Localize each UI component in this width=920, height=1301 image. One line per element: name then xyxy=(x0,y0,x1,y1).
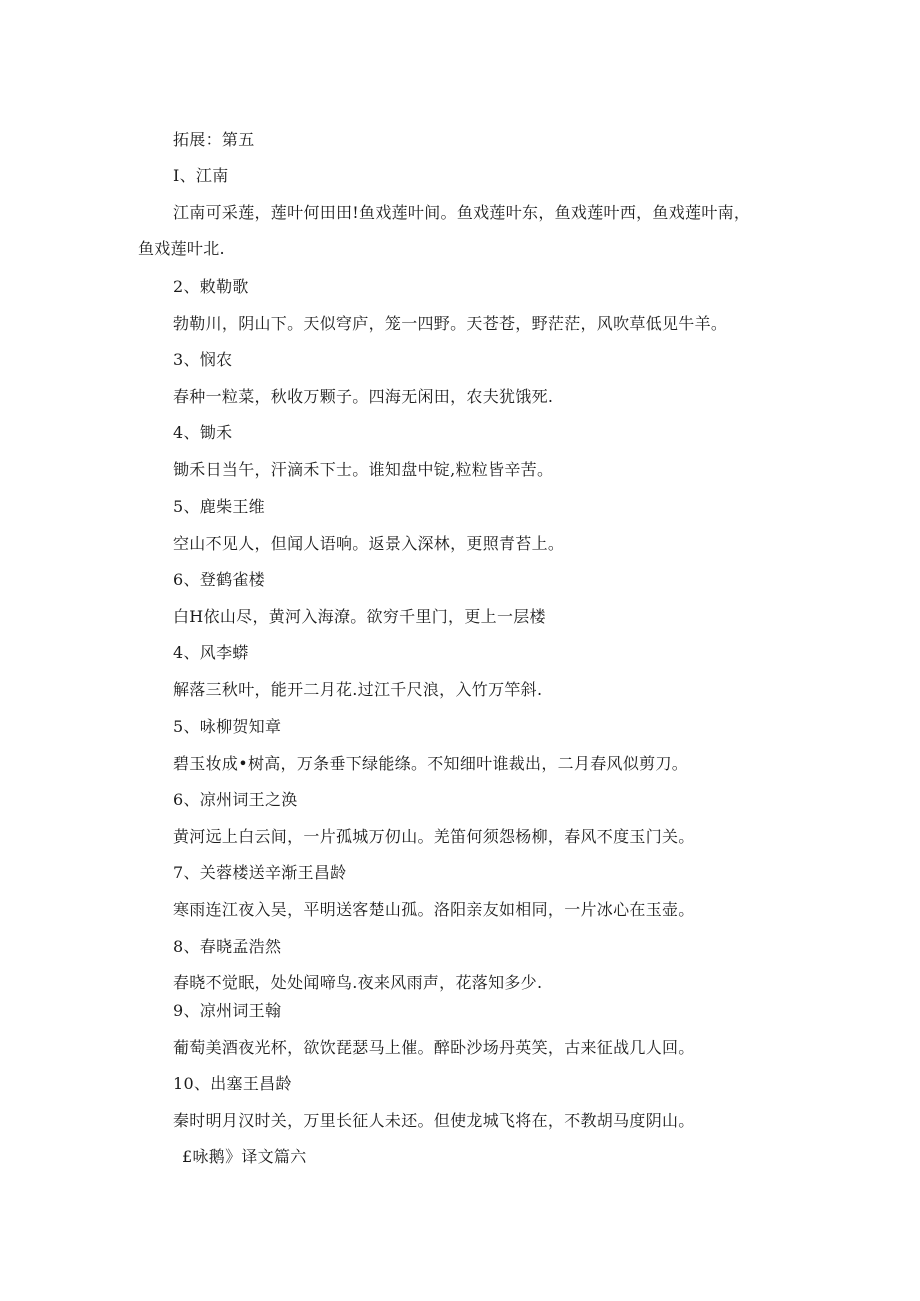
poem-text: 葡萄美酒夜光杯，欲饮琵瑟马上催。醉卧沙场丹英笑，古来征战几人回。 xyxy=(173,1038,695,1057)
poem-text-continued: 鱼戏莲叶北. xyxy=(138,239,225,258)
poem-text: 春种一粒菜，秋收万颗子。四海无闲田，农夫犹饿死. xyxy=(173,387,554,406)
poem-title: 4、锄禾 xyxy=(173,423,233,442)
poem-text: 勃勒川，阴山下。天似穹庐，笼一四野。天苍苍，野茫茫，风吹草低见牛羊。 xyxy=(173,314,728,333)
poem-title: I、江南 xyxy=(173,166,229,185)
poem-text: 锄禾日当午，汗滴禾下士。谁知盘中锭,粒粒皆辛苦。 xyxy=(173,460,554,479)
poem-title: 6、凉州词王之涣 xyxy=(173,790,298,809)
poem-text: 空山不见人，但闻人语响。返景入深林，更照青苔上。 xyxy=(173,534,565,553)
poem-title: 8、春晓孟浩然 xyxy=(173,937,282,956)
poem-title: 5、鹿柴王维 xyxy=(173,497,265,516)
poem-title: 3、悯农 xyxy=(173,350,233,369)
poem-text: 江南可采莲，莲叶何田田!鱼戏莲叶间。鱼戏莲叶东，鱼戏莲叶西，鱼戏莲叶南， xyxy=(173,203,751,222)
poem-title: 6、登鹤雀楼 xyxy=(173,570,265,589)
poem-text: 秦时明月汉时关，万里长征人未还。但使龙城飞将在，不教胡马度阴山。 xyxy=(173,1111,695,1130)
poem-title: 5、咏柳贺知章 xyxy=(173,717,282,736)
poem-title: 9、凉州词王翰 xyxy=(173,1001,282,1020)
poem-text: 黄河远上白云间，一片孤城万仞山。羌笛何须怨杨柳，春风不度玉门关。 xyxy=(173,827,695,846)
poem-title: 7、关蓉楼送辛渐王昌龄 xyxy=(173,863,347,882)
section-footer: £咏鹅》译文篇六 xyxy=(182,1147,307,1166)
poem-text: 春晓不觉眠，处处闻啼鸟.夜来风雨声，花落知多少. xyxy=(173,973,543,992)
poem-title: 4、风李蟒 xyxy=(173,643,249,662)
poem-text: 寒雨连江夜入吴，平明送客楚山孤。洛阳亲友如相同，一片冰心在玉壶。 xyxy=(173,900,695,919)
poem-text: 解落三秋叶，能开二月花.过江千尺浪，入竹万竿斜. xyxy=(173,680,543,699)
poem-text: 白H依山尽，黄河入海潦。欲穷千里门，更上一层楼 xyxy=(173,607,546,626)
section-heading: 拓展：第五 xyxy=(173,130,255,149)
poem-title: 2、敕勒歌 xyxy=(173,277,249,296)
poem-text: 碧玉妆成•树高，万条垂下绿能绦。不知细叶谁裁出，二月春风似剪刀。 xyxy=(173,754,689,773)
poem-title: 10、出塞王昌龄 xyxy=(173,1074,292,1093)
